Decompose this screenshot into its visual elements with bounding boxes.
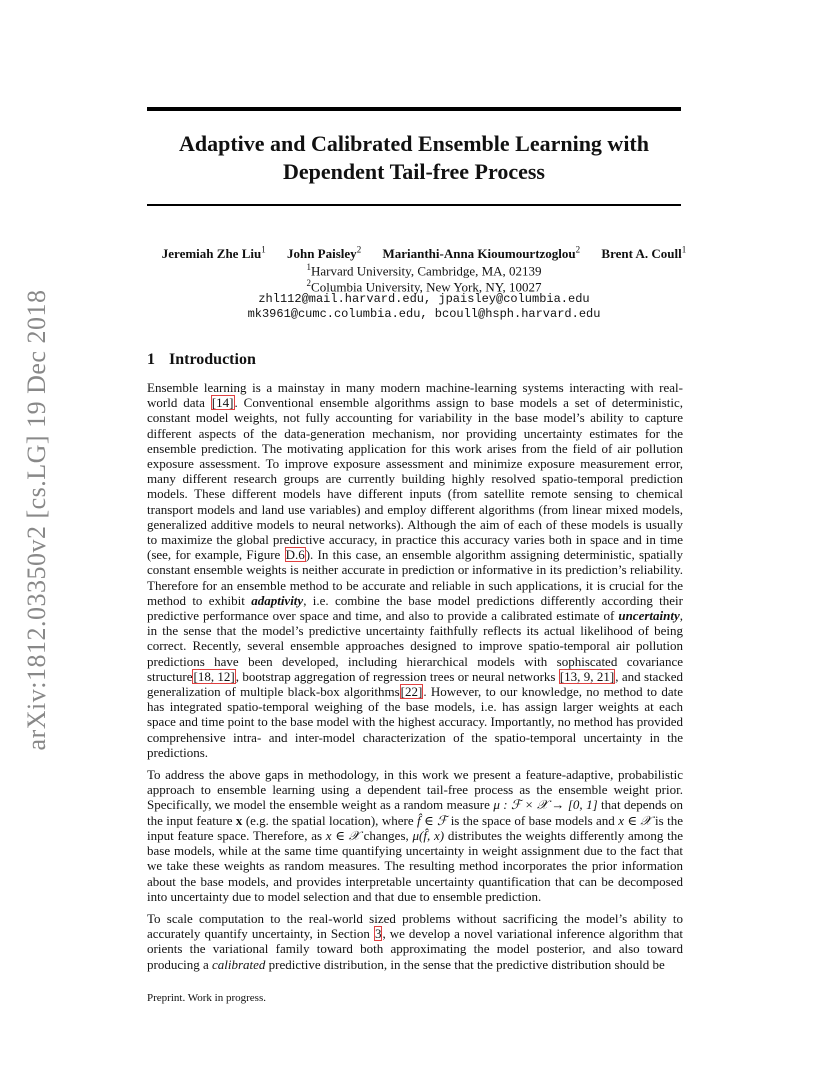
author-sup: 1: [681, 245, 687, 255]
text-run: , i.e. combine the base model predictions differently according their predictive performance over space and time, and also to provide a calibrated estimate of: [147, 592, 683, 624]
author-name: Brent A. Coull: [601, 246, 682, 262]
math-inline: μ(f̂, x): [412, 827, 445, 843]
emphasis-adaptivity: adaptivity: [251, 592, 304, 608]
text-run: , bootstrap aggregation of regression trees or neural networks: [235, 668, 559, 684]
citation-link[interactable]: [13, 9, 21]: [559, 668, 615, 684]
author-sup: 2: [356, 245, 362, 255]
text-run: is the input feature space. Therefore, as: [147, 812, 683, 843]
text-run: , and stacked generalization of multiple black-box algorithms: [147, 668, 683, 700]
section-link[interactable]: 3: [374, 926, 382, 942]
body-text: [147, 380, 683, 979]
title-line-2: Dependent Tail-free Process: [283, 159, 545, 184]
paragraph-1: [147, 380, 683, 760]
emphasis-calibrated: calibrated: [211, 956, 266, 972]
text-run: distributes the weights differently among the base models, while at the same time quantifying uncertainty in weight assignment due to the fact that we take these weights as random measures. The resulting method incorporates the prior information about the base models, and provides interpretable uncertainty quantification that can be decomposed into uncertainty due to model selection and that due to ensemble prediction.: [147, 827, 683, 904]
arxiv-id-text: arXiv:1812.03350v2 [cs.LG] 19 Dec 2018: [22, 289, 51, 751]
text-run: ). In this case, an ensemble algorithm assigning deterministic, spatially constant ensemble weights is neither accurate in prediction or informative in its prediction’s reliability. Therefore for an ensemble method to be accurate and reliable in such applications, it is crucial for the method to exhibit: [147, 547, 683, 608]
email-line-2: mk3961@cumc.columbia.edu, bcoull@hsph.harvard.edu: [247, 307, 601, 321]
figure-link[interactable]: D.6: [285, 547, 305, 563]
section-number: 1: [147, 351, 155, 368]
text-run: , we develop a novel variational inference algorithm that orients the variational family toward both approximating the model posterior, and also toward producing a: [147, 926, 683, 972]
arxiv-sidebar-stamp: [20, 285, 54, 755]
affiliation-text: Harvard University, Cambridge, MA, 02139: [310, 263, 542, 279]
text-run: Ensemble learning is a mainstay in many modern machine-learning systems interacting with real-world data: [147, 380, 683, 411]
text-run: (e.g. the spatial location), where: [242, 812, 417, 828]
citation-link[interactable]: [22]: [400, 684, 423, 700]
text-run: . Conventional ensemble algorithms assign to base models a set of deterministic, constant model weights, not fully accounting for variability in the base model’s ability to capture different aspects of the data-generation mechanism, nor providing uncertainty estimates for the ensemble prediction. The motivating application for this work arises from the field of air pollution exposure assessment. To improve exposure assessment and minimize exposure measurement error, many different research groups are currently building highly resolved spatio-temporal prediction models. These different models have different inputs (from satellite remote sensing to chemical transport models and land use variables) and employ different algorithms (from linear mixed models, generalized additive models to neural networks). Although the aim of each of these models is usually to maximize the global predictive accuracy, in practice this accuracy varies both in space and in time (see, for example, Figure: [147, 395, 684, 563]
math-inline: f̂ ∈ ℱ: [417, 812, 448, 828]
affiliation-sup: 2: [306, 278, 312, 288]
math-inline: x ∈ 𝒳: [618, 812, 652, 828]
paragraph-2: [147, 767, 683, 904]
text-run: is the space of base models and: [447, 812, 619, 828]
text-run: predictive distribution, in the sense that the predictive distribution should be: [265, 956, 665, 972]
affiliation-text: Columbia University, New York, NY, 10027: [311, 279, 542, 295]
title-bottom-rule: [147, 204, 681, 206]
text-run: To address the above gaps in methodology, in this work we present a feature-adaptive, probabilistic approach to ensemble learning using a dependent tail-free process as the ensemble weight prior. Specifically, we model the ensemble weight as a random measure: [147, 767, 683, 813]
math-inline: x: [235, 812, 243, 828]
author-name: John Paisley: [286, 246, 357, 262]
emphasis-uncertainty: uncertainty: [618, 608, 680, 624]
footer-note: Preprint. Work in progress.: [147, 992, 266, 1004]
author-sup: 1: [261, 245, 266, 255]
text-run: . However, to our knowledge, no method to date has integrated spatio-temporal weighing of the base models, i.e. has assign larger weights at each space and time point to the base model with the highest accuracy. Importantly, no method has provided comprehensive intra- and inter-model characterization of the spatio-temporal uncertainty in the predictions.: [147, 684, 683, 760]
text-run: changes,: [359, 827, 413, 843]
text-run: , in the sense that the model’s predictive uncertainty faithfully reflects its actual likelihood of being correct. Recently, several ensemble approaches designed to improve spatio-temporal air pollution predictions have been developed, including hierarchical models with sophiscated covariance structure: [147, 608, 683, 684]
math-inline: x ∈ 𝒳: [325, 827, 360, 843]
email-line-1: zhl112@mail.harvard.edu, jpaisley@columbia.edu: [258, 292, 590, 306]
section-heading: [147, 351, 256, 369]
title-top-rule: [147, 107, 681, 111]
text-run: that depends on the input feature: [147, 797, 683, 828]
paper-title: [130, 130, 698, 186]
author-name: Marianthi-Anna Kioumourtzoglou: [382, 246, 576, 262]
section-title: Introduction: [169, 351, 256, 368]
author-sup: 2: [575, 245, 581, 255]
affiliation-sup: 1: [306, 262, 311, 272]
math-inline: μ : ℱ × 𝒳 → [0, 1]: [493, 797, 598, 813]
citation-link[interactable]: [14]: [211, 395, 234, 411]
author-name: Jeremiah Zhe Liu: [161, 246, 262, 262]
text-run: To scale computation to the real-world sized problems without sacrificing the model’s ability to accurately quantify uncertainty, in Section: [147, 910, 683, 942]
paragraph-3: [147, 911, 683, 972]
title-line-1: Adaptive and Calibrated Ensemble Learning with: [179, 131, 649, 156]
citation-link[interactable]: [18, 12]: [193, 668, 235, 684]
